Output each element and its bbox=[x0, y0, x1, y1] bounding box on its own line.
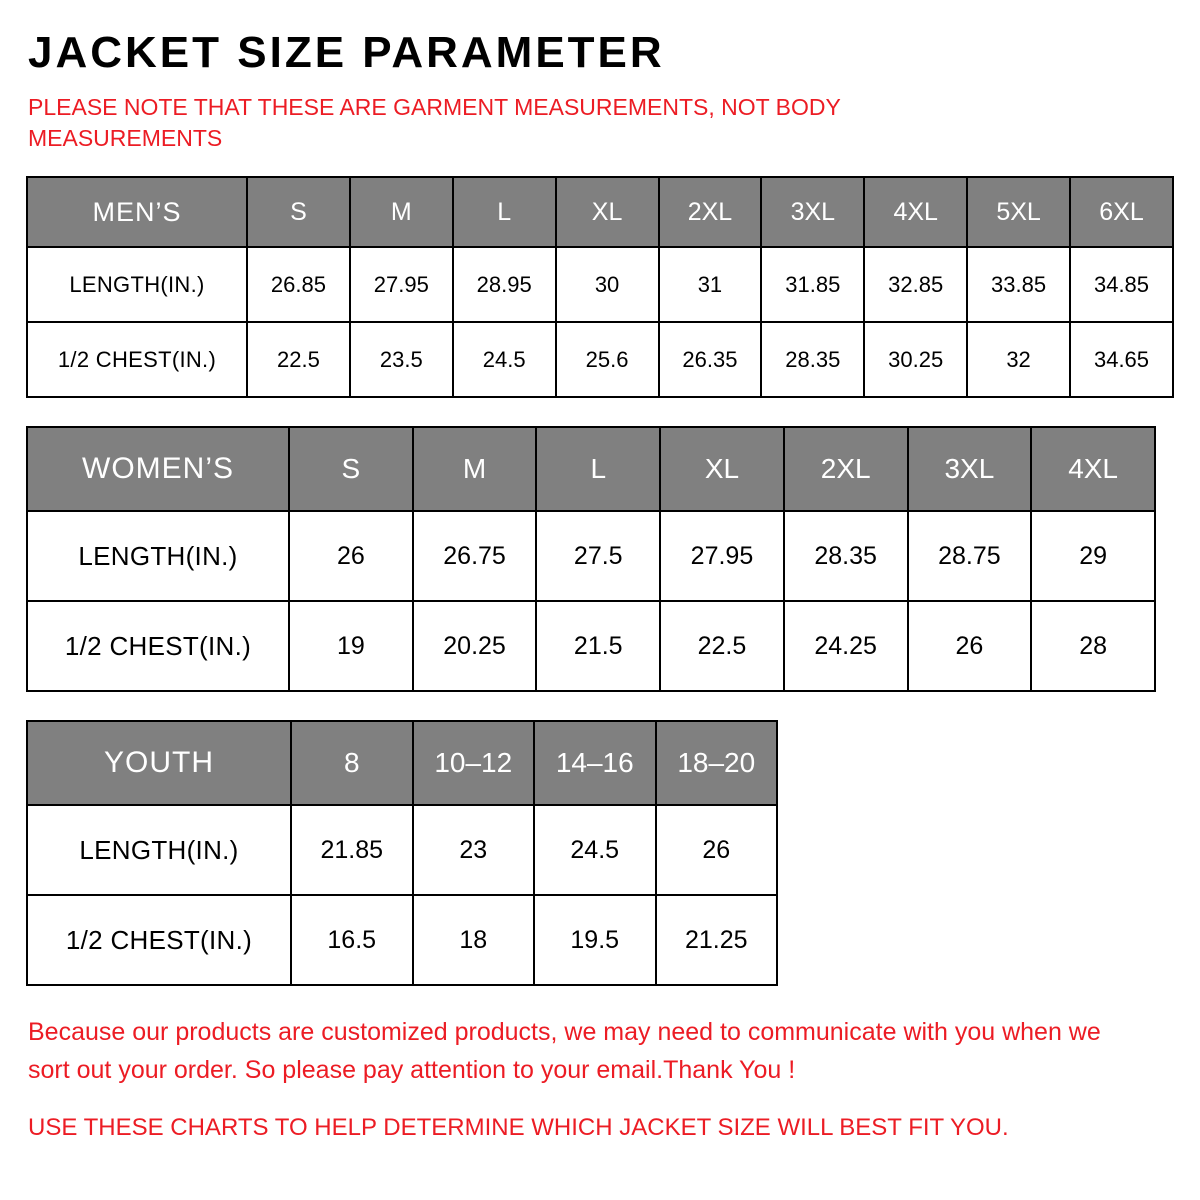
womens-category-label: WOMEN’S bbox=[27, 427, 289, 511]
mens-size-table bbox=[26, 176, 1174, 398]
youth-row-label: LENGTH(IN.) bbox=[27, 805, 291, 895]
mens-cell: 23.5 bbox=[350, 322, 453, 397]
page-title: JACKET SIZE PARAMETER bbox=[28, 28, 665, 77]
youth-row-label: 1/2 CHEST(IN.) bbox=[27, 895, 291, 985]
youth-cell: 16.5 bbox=[291, 895, 413, 985]
mens-cell: 31 bbox=[659, 247, 762, 322]
mens-size-header: 2XL bbox=[659, 177, 762, 247]
mens-size-header: S bbox=[247, 177, 350, 247]
mens-size-header: 4XL bbox=[864, 177, 967, 247]
mens-cell: 31.85 bbox=[761, 247, 864, 322]
womens-size-header: M bbox=[413, 427, 537, 511]
mens-cell: 32.85 bbox=[864, 247, 967, 322]
mens-cell: 26.85 bbox=[247, 247, 350, 322]
table-row bbox=[27, 601, 1155, 691]
mens-size-header: 5XL bbox=[967, 177, 1070, 247]
womens-cell: 26 bbox=[908, 601, 1032, 691]
womens-size-header: S bbox=[289, 427, 413, 511]
womens-cell: 28.75 bbox=[908, 511, 1032, 601]
table-header-row bbox=[27, 427, 1155, 511]
womens-cell: 19 bbox=[289, 601, 413, 691]
mens-size-header: M bbox=[350, 177, 453, 247]
youth-cell: 19.5 bbox=[534, 895, 656, 985]
womens-cell: 28.35 bbox=[784, 511, 908, 601]
youth-cell: 21.25 bbox=[656, 895, 778, 985]
womens-cell: 24.25 bbox=[784, 601, 908, 691]
youth-category-label: YOUTH bbox=[27, 721, 291, 805]
mens-row-label: 1/2 CHEST(IN.) bbox=[27, 322, 247, 397]
table-row bbox=[27, 247, 1173, 322]
mens-cell: 22.5 bbox=[247, 322, 350, 397]
youth-cell: 24.5 bbox=[534, 805, 656, 895]
mens-category-label: MEN’S bbox=[27, 177, 247, 247]
youth-size-header: 14–16 bbox=[534, 721, 656, 805]
mens-cell: 32 bbox=[967, 322, 1070, 397]
mens-cell: 33.85 bbox=[967, 247, 1070, 322]
table-row bbox=[27, 895, 777, 985]
womens-cell: 27.95 bbox=[660, 511, 784, 601]
mens-cell: 30.25 bbox=[864, 322, 967, 397]
womens-size-header: L bbox=[536, 427, 660, 511]
womens-cell: 21.5 bbox=[536, 601, 660, 691]
womens-row-label: LENGTH(IN.) bbox=[27, 511, 289, 601]
mens-size-header: XL bbox=[556, 177, 659, 247]
mens-cell: 34.65 bbox=[1070, 322, 1173, 397]
womens-cell: 27.5 bbox=[536, 511, 660, 601]
womens-size-header: XL bbox=[660, 427, 784, 511]
mens-cell: 27.95 bbox=[350, 247, 453, 322]
youth-size-header: 10–12 bbox=[413, 721, 535, 805]
womens-size-header: 3XL bbox=[908, 427, 1032, 511]
chart-usage-note: USE THESE CHARTS TO HELP DETERMINE WHICH JACKET SIZE WILL BEST FIT YOU. bbox=[28, 1114, 1009, 1142]
mens-cell: 30 bbox=[556, 247, 659, 322]
mens-size-header: 3XL bbox=[761, 177, 864, 247]
youth-cell: 23 bbox=[413, 805, 535, 895]
womens-cell: 22.5 bbox=[660, 601, 784, 691]
youth-cell: 21.85 bbox=[291, 805, 413, 895]
mens-row-label: LENGTH(IN.) bbox=[27, 247, 247, 322]
youth-cell: 26 bbox=[656, 805, 778, 895]
womens-cell: 20.25 bbox=[413, 601, 537, 691]
youth-size-table bbox=[26, 720, 778, 986]
table-row bbox=[27, 511, 1155, 601]
mens-cell: 24.5 bbox=[453, 322, 556, 397]
womens-cell: 26.75 bbox=[413, 511, 537, 601]
youth-size-header: 8 bbox=[291, 721, 413, 805]
table-header-row bbox=[27, 177, 1173, 247]
womens-size-table bbox=[26, 426, 1156, 692]
table-row bbox=[27, 322, 1173, 397]
womens-cell: 26 bbox=[289, 511, 413, 601]
mens-size-header: L bbox=[453, 177, 556, 247]
mens-cell: 26.35 bbox=[659, 322, 762, 397]
womens-size-header: 4XL bbox=[1031, 427, 1155, 511]
mens-cell: 28.95 bbox=[453, 247, 556, 322]
mens-size-header: 6XL bbox=[1070, 177, 1173, 247]
youth-cell: 18 bbox=[413, 895, 535, 985]
table-row bbox=[27, 805, 777, 895]
garment-measurement-note: PLEASE NOTE THAT THESE ARE GARMENT MEASUREMENTS, NOT BODY MEASUREMENTS bbox=[28, 94, 841, 152]
mens-cell: 34.85 bbox=[1070, 247, 1173, 322]
customization-note: Because our products are customized products, we may need to communicate with you when we sort out your order. So please pay attention to your email.Thank You ! bbox=[28, 1018, 1101, 1084]
womens-size-header: 2XL bbox=[784, 427, 908, 511]
youth-size-header: 18–20 bbox=[656, 721, 778, 805]
table-header-row bbox=[27, 721, 777, 805]
mens-cell: 25.6 bbox=[556, 322, 659, 397]
womens-cell: 29 bbox=[1031, 511, 1155, 601]
mens-cell: 28.35 bbox=[761, 322, 864, 397]
womens-row-label: 1/2 CHEST(IN.) bbox=[27, 601, 289, 691]
womens-cell: 28 bbox=[1031, 601, 1155, 691]
